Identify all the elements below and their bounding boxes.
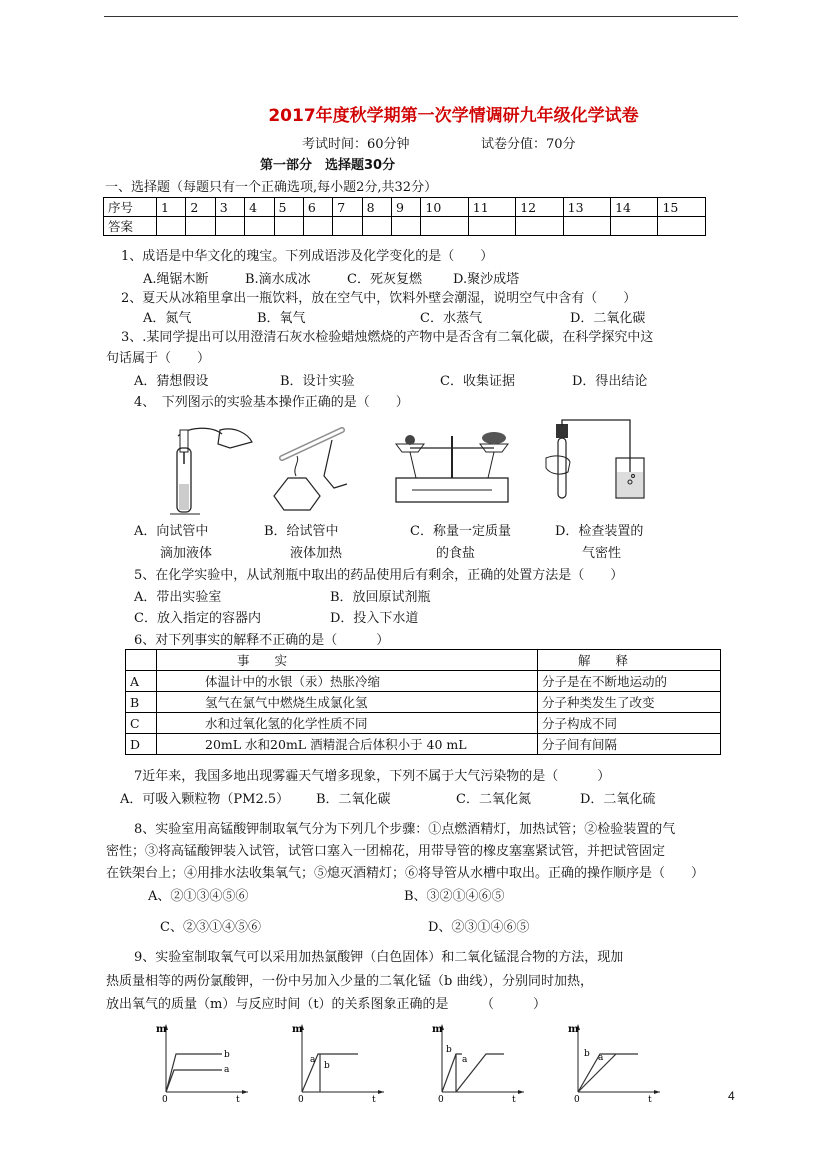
row-key: B xyxy=(126,692,157,713)
q8-line2: 密性；③将高锰酸钾装入试管，试管口塞入一团棉花，用带导管的橡皮塞塞紧试管，并把试管固定 xyxy=(106,844,666,859)
answer-table-row-numbers xyxy=(104,198,706,217)
row-key: D xyxy=(126,734,157,755)
num-cell: 10 xyxy=(421,198,468,217)
row-fact: 20mL 水和20mL 酒精混合后体积小于 40 mL xyxy=(157,734,538,755)
table-row xyxy=(126,734,721,755)
axis-m-label: m xyxy=(156,1024,167,1035)
num-cell: 1 xyxy=(157,198,186,217)
axis-origin-label: 0 xyxy=(574,1095,580,1102)
q1-opt-d: D.聚沙成塔 xyxy=(453,272,520,287)
row-key: C xyxy=(126,713,157,734)
num-cell: 14 xyxy=(611,198,658,217)
q9-line1: 9、实验室制取氧气可以采用加热氯酸钾（白色固体）和二氧化锰混合物的方法，现加 xyxy=(134,950,624,965)
row-explanation: 分子种类发生了改变 xyxy=(538,692,721,713)
q2-opt-a: A．氮气 xyxy=(143,311,192,326)
axis-t-label: t xyxy=(236,1095,240,1102)
answer-cell[interactable] xyxy=(333,217,362,236)
key-header xyxy=(126,650,157,671)
q8-opt-a: A、②①③④⑤⑥ xyxy=(148,889,249,904)
axis-m-label: m xyxy=(432,1024,443,1035)
num-cell: 9 xyxy=(392,198,421,217)
q3-opt-c: C．收集证据 xyxy=(440,374,515,389)
q2-opt-c: C．水蒸气 xyxy=(420,311,482,326)
q4-opt-c-l2: 的食盐 xyxy=(436,546,476,561)
q5-opt-a: A．带出实验室 xyxy=(134,590,222,605)
fact-header: 事 实 xyxy=(157,650,538,671)
num-cell: 6 xyxy=(303,198,332,217)
num-cell: 15 xyxy=(658,198,706,217)
answer-cell[interactable] xyxy=(468,217,515,236)
answer-cell[interactable] xyxy=(563,217,610,236)
q8-opt-d: D、②③①④⑥⑤ xyxy=(428,920,530,935)
axis-t-label: t xyxy=(372,1095,376,1102)
row-explanation: 分子是在不断地运动的 xyxy=(538,671,721,692)
q4-opt-a-l1: A．向试管中 xyxy=(134,524,209,539)
answer-cell[interactable] xyxy=(362,217,391,236)
fact-table-header xyxy=(126,650,721,671)
figure-dropper-icon xyxy=(160,412,255,516)
q2-opt-d: D．二氧化碳 xyxy=(570,311,646,326)
num-cell: 12 xyxy=(516,198,563,217)
answer-cell[interactable] xyxy=(274,217,303,236)
q3-stem-line1: 3、.某同学提出可以用澄清石灰水检验蜡烛燃烧的产物中是否含有二氧化碳，在科学探究中这 xyxy=(121,330,654,345)
q9-line2: 热质量相等的两份氯酸钾，一份中另加入少量的二氧化锰（b 曲线），分别同时加热， xyxy=(106,974,593,989)
graph-option-a xyxy=(150,1020,250,1102)
answer-cell[interactable] xyxy=(421,217,468,236)
axis-origin-label: 0 xyxy=(162,1095,168,1102)
table-row xyxy=(126,671,721,692)
q3-opt-d: D．得出结论 xyxy=(572,374,648,389)
q2-stem: 2、夏天从冰箱里拿出一瓶饮料，放在空气中，饮料外壁会潮湿，说明空气中含有（ ） xyxy=(121,291,637,306)
answer-cell[interactable] xyxy=(245,217,274,236)
section-heading: 一、选择题（每题只有一个正确选项,每小题2分,共32分） xyxy=(105,180,438,195)
axis-m-label: m xyxy=(568,1024,579,1035)
answer-cell[interactable] xyxy=(611,217,658,236)
curve-b-label: b xyxy=(584,1049,590,1059)
num-cell: 7 xyxy=(333,198,362,217)
q3-opt-b: B．设计实验 xyxy=(280,374,355,389)
q4-opt-d-l2: 气密性 xyxy=(582,546,622,561)
q7-opt-c: C．二氧化氮 xyxy=(456,792,531,807)
row-label: 答案 xyxy=(104,217,157,236)
q5-opt-c: C．放入指定的容器内 xyxy=(134,611,261,626)
q1-stem: 1、成语是中华文化的瑰宝。下列成语涉及化学变化的是（ ） xyxy=(121,249,494,264)
q5-stem: 5、在化学实验中，从试剂瓶中取出的药品使用后有剩余，正确的处置方法是（ ） xyxy=(134,568,624,583)
row-explanation: 分子构成不同 xyxy=(538,713,721,734)
num-cell: 11 xyxy=(468,198,515,217)
axis-origin-label: 0 xyxy=(298,1095,304,1102)
part-heading: 第一部分 选择题30分 xyxy=(260,158,396,173)
axis-origin-label: 0 xyxy=(438,1095,444,1102)
q9-line3: 放出氧气的质量（m）与反应时间（t）的关系图象正确的是 （ ） xyxy=(106,997,547,1012)
q7-opt-b: B．二氧化碳 xyxy=(316,792,391,807)
explanation-header: 解 释 xyxy=(538,650,721,671)
q1-opt-b: B.滴水成冰 xyxy=(245,272,311,287)
q4-opt-c-l1: C．称量一定质量 xyxy=(410,524,511,539)
q8-opt-c: C、②③①④⑤⑥ xyxy=(160,920,261,935)
answer-cell[interactable] xyxy=(303,217,332,236)
q3-stem-line2: 句话属于（ ） xyxy=(106,351,211,366)
q5-opt-b: B．放回原试剂瓶 xyxy=(330,590,431,605)
row-label: 序号 xyxy=(104,198,157,217)
figure-balance-icon xyxy=(390,426,514,508)
q7-opt-d: D．二氧化硫 xyxy=(580,792,656,807)
num-cell: 5 xyxy=(274,198,303,217)
q4-opt-d-l1: D．检查装置的 xyxy=(555,524,644,539)
graph-option-d xyxy=(562,1020,662,1102)
q4-stem: 4、 下列图示的实验基本操作正确的是（ ） xyxy=(134,395,409,410)
graph-option-b xyxy=(286,1020,386,1102)
answer-cell[interactable] xyxy=(186,217,215,236)
table-row xyxy=(126,713,721,734)
curve-a-label: a xyxy=(224,1065,230,1075)
num-cell: 4 xyxy=(245,198,274,217)
q8-opt-b: B、③②①④⑥⑤ xyxy=(404,889,505,904)
q5-opt-d: D．投入下水道 xyxy=(330,611,419,626)
axis-t-label: t xyxy=(512,1095,516,1102)
axis-m-label: m xyxy=(292,1024,303,1035)
figure-airtight-icon xyxy=(538,418,658,502)
curve-a-label: a xyxy=(598,1053,604,1063)
exam-score: 试卷分值：70分 xyxy=(481,137,576,152)
curve-a-label: a xyxy=(310,1055,316,1065)
answer-cell[interactable] xyxy=(392,217,421,236)
answer-cell[interactable] xyxy=(157,217,186,236)
curve-b-label: b xyxy=(324,1061,330,1071)
figure-heating-icon xyxy=(262,418,357,516)
answer-cell[interactable] xyxy=(516,217,563,236)
q8-line3: 在铁架台上；④用排水法收集氧气；⑤熄灭酒精灯；⑥将导管从水槽中取出。正确的操作顺序是（ ） xyxy=(106,866,705,881)
axis-t-label: t xyxy=(648,1095,652,1102)
page-number: 4 xyxy=(728,1089,735,1103)
answer-table xyxy=(103,197,706,236)
page-title: 2017年度秋学期第一次学情调研九年级化学试卷 xyxy=(268,106,639,126)
row-key: A xyxy=(126,671,157,692)
q3-opt-a: A．猜想假设 xyxy=(134,374,209,389)
q2-opt-b: B．氧气 xyxy=(257,311,306,326)
row-fact: 体温计中的水银（汞）热胀冷缩 xyxy=(157,671,538,692)
answer-cell[interactable] xyxy=(215,217,244,236)
row-fact: 水和过氧化氢的化学性质不同 xyxy=(157,713,538,734)
curve-b-label: b xyxy=(446,1045,452,1055)
num-cell: 3 xyxy=(215,198,244,217)
num-cell: 2 xyxy=(186,198,215,217)
graph-option-c xyxy=(426,1020,526,1102)
q6-stem: 6、对下列事实的解释不正确的是（ ） xyxy=(134,633,390,648)
q4-opt-b-l1: B．给试管中 xyxy=(264,524,339,539)
curve-a-label: a xyxy=(462,1055,468,1065)
q8-line1: 8、实验室用高锰酸钾制取氧气分为下列几个步骤：①点燃酒精灯，加热试管；②检验装置的气 xyxy=(134,822,676,837)
curve-b-label: b xyxy=(224,1050,230,1060)
q1-opt-a: A.绳锯木断 xyxy=(143,272,209,287)
row-explanation: 分子间有间隔 xyxy=(538,734,721,755)
q7-opt-a: A．可吸入颗粒物（PM2.5） xyxy=(120,792,290,807)
num-cell: 13 xyxy=(563,198,610,217)
q7-stem: 7近年来，我国多地出现雾霾天气增多现象，下列不属于大气污染物的是（ ） xyxy=(134,769,611,784)
row-fact: 氢气在氯气中燃烧生成氯化氢 xyxy=(157,692,538,713)
q4-opt-b-l2: 液体加热 xyxy=(290,546,343,561)
answer-cell[interactable] xyxy=(658,217,706,236)
answer-table-row-answers xyxy=(104,217,706,236)
q1-opt-c: C．死灰复燃 xyxy=(347,272,422,287)
fact-table xyxy=(125,649,721,755)
top-rule xyxy=(104,16,738,17)
table-row xyxy=(126,692,721,713)
q4-opt-a-l2: 滴加液体 xyxy=(160,546,213,561)
num-cell: 8 xyxy=(362,198,391,217)
exam-time: 考试时间：60分钟 xyxy=(302,137,410,152)
